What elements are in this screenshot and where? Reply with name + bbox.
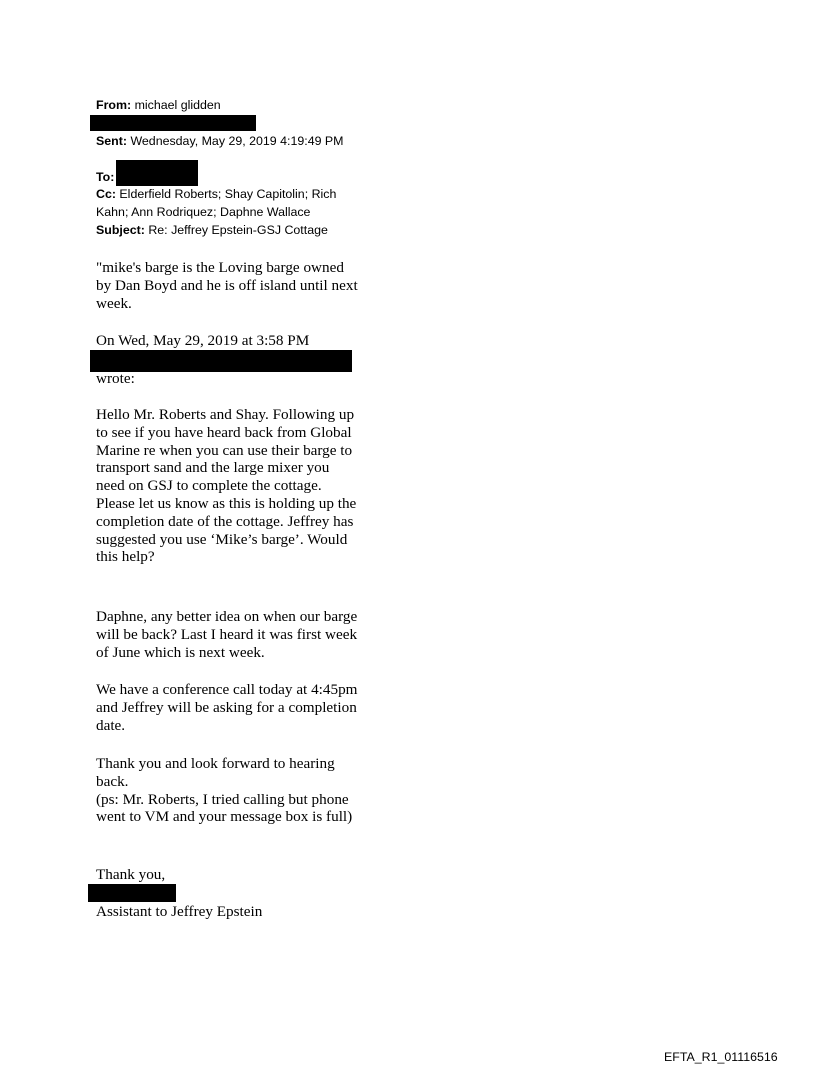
cc-value: Elderfield Roberts; Shay Capitolin; Rich Kahn; Ann Rodriquez; Daphne Wallace: [96, 187, 337, 219]
quoted-paragraph-2: Daphne, any better idea on when our barge will be back? Last I heard it was first week of June which is next week.: [96, 608, 358, 661]
from-value: michael glidden: [134, 98, 221, 112]
to-label: To:: [96, 170, 115, 184]
document-id: EFTA_R1_01116516: [664, 1050, 778, 1064]
sent-value: Wednesday, May 29, 2019 4:19:49 PM: [130, 134, 344, 148]
reply-text: "mike's barge is the Loving barge owned by Dan Boyd and he is off island until next week.: [96, 259, 358, 312]
from-line: [96, 97, 361, 115]
subject-value: Re: Jeffrey Epstein-GSJ Cottage: [148, 223, 328, 237]
cc-label: Cc:: [96, 187, 116, 201]
sent-label: Sent:: [96, 134, 127, 148]
quote-wrote: wrote:: [96, 370, 135, 387]
from-label: From:: [96, 98, 132, 112]
sent-line: [96, 133, 361, 151]
quoted-paragraph-4: Thank you and look forward to hearing back. (ps: Mr. Roberts, I tried calling but phone went to VM and your message box is full): [96, 755, 353, 826]
signoff: Thank you,: [96, 866, 166, 883]
subject-label: Subject:: [96, 223, 145, 237]
redaction-from-email: [90, 115, 256, 131]
quote-intro: On Wed, May 29, 2019 at 3:58 PM: [96, 332, 310, 349]
signature-title: Assistant to Jeffrey Epstein: [96, 903, 263, 920]
subject-line: [96, 222, 361, 240]
redaction-sender: [90, 350, 352, 372]
cc-line: [96, 186, 361, 221]
quoted-paragraph-1: Hello Mr. Roberts and Shay. Following up to see if you have heard back from Global Marine re when you can use their barge to transport sand and the large mixer you need on GSJ to complete the cottage. Please let us know as this is holding up the completion date of the cottage. Jeffrey has suggested you use ‘Mike’s barge’. Would this help?: [96, 406, 357, 566]
to-line: [96, 169, 361, 187]
quoted-paragraph-3: We have a conference call today at 4:45pm and Jeffrey will be asking for a completion date.: [96, 681, 358, 734]
redaction-signature-name: [88, 884, 176, 902]
